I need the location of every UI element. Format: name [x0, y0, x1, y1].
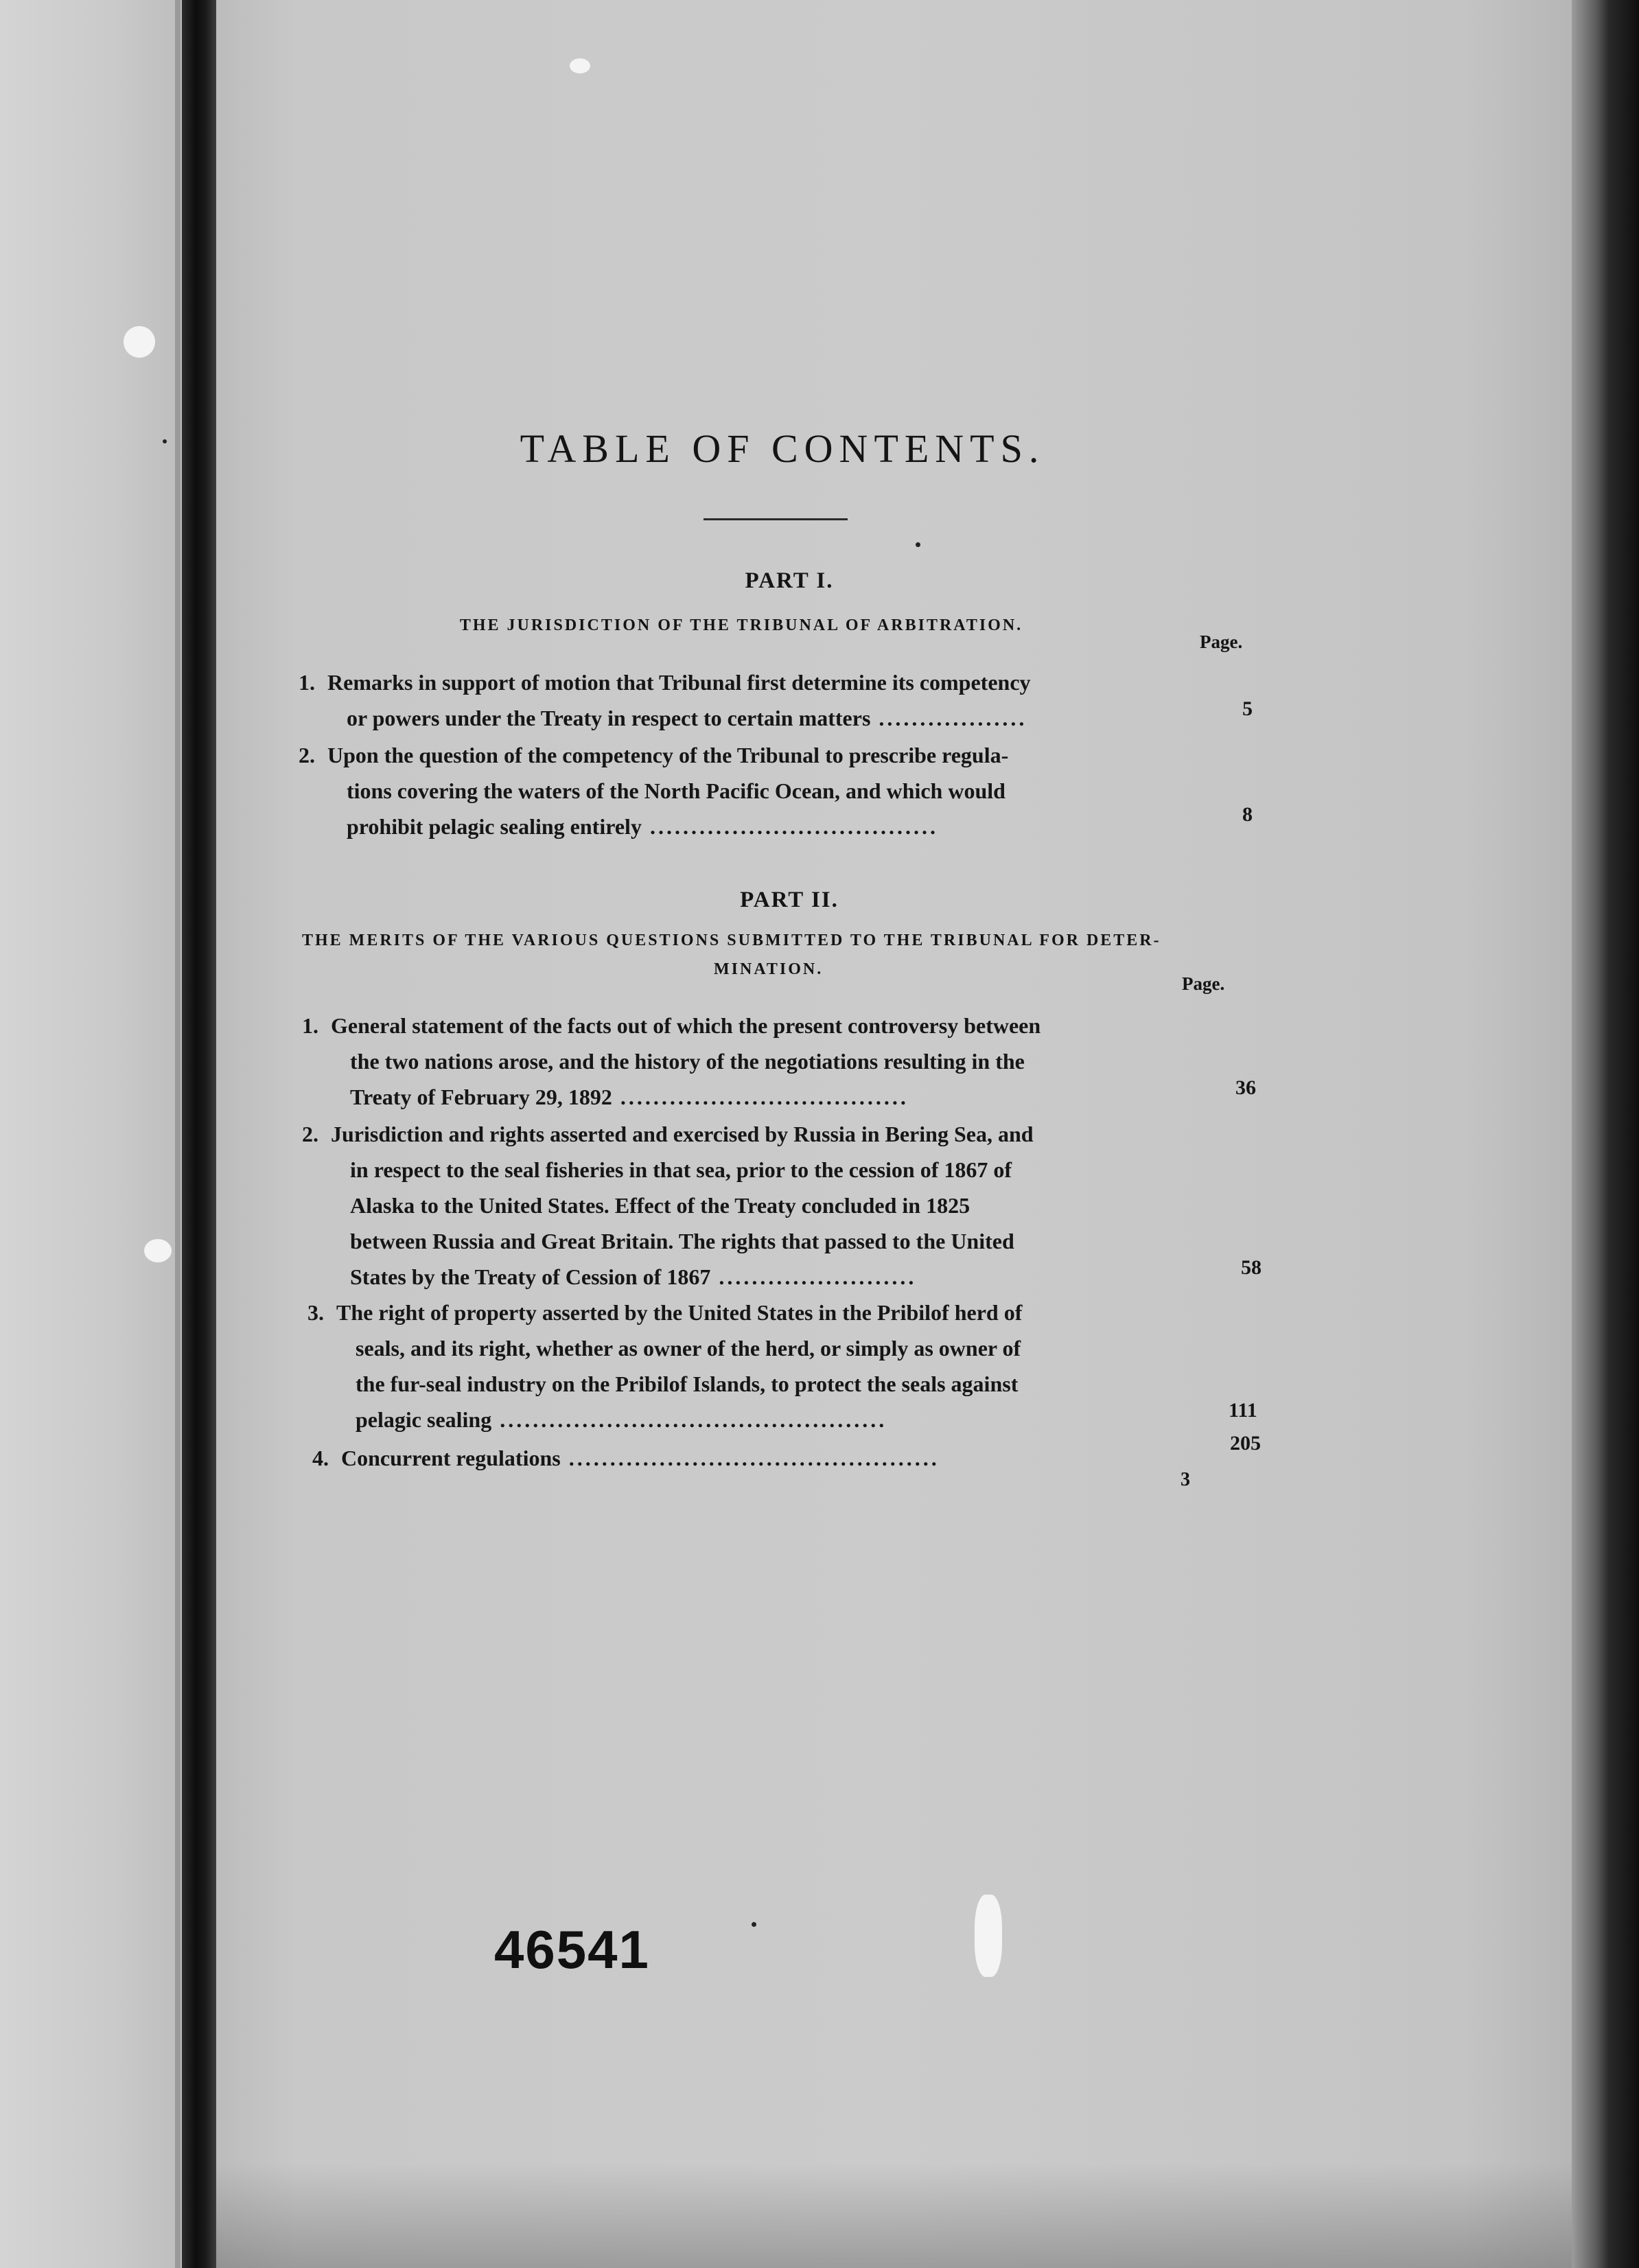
part-2-heading: PART II.: [740, 888, 839, 912]
title-rule: [704, 518, 848, 520]
entry-text-line: Alaska to the United States. Effect of the Treaty concluded in 1825: [350, 1193, 970, 1218]
page-column-label: Page.: [1182, 973, 1225, 994]
entry-text-line: Remarks in support of motion that Tribunal first determine its competency: [327, 670, 1031, 695]
part-2-subheading: THE MERITS OF THE VARIOUS QUESTIONS SUBMITTED TO THE TRIBUNAL FOR DETER-: [302, 931, 1161, 949]
part-1-subheading: THE JURISDICTION OF THE TRIBUNAL OF ARBITRATION.: [459, 616, 1023, 634]
entry-text-line: The right of property asserted by the United States in the Pribilof herd of: [336, 1300, 1023, 1325]
entry-text-line: the fur-seal industry on the Pribilof Islands, to protect the seals against: [356, 1372, 1019, 1396]
page-column-label: Page.: [1200, 632, 1243, 652]
entry-text-line: General statement of the facts out of which the present controversy between: [331, 1013, 1041, 1038]
entry-number: 1.: [302, 1013, 318, 1038]
toc-entry: [302, 1116, 1215, 1295]
toc-entry: [307, 1295, 1220, 1437]
page-number: 3: [1181, 1469, 1190, 1490]
entry-number: 2.: [299, 743, 315, 767]
toc-entry: [299, 664, 1211, 736]
entry-page-number: 36: [1235, 1076, 1256, 1099]
entry-page-number: 5: [1242, 697, 1253, 720]
entry-text-line: between Russia and Great Britain. The rights that passed to the United: [350, 1229, 1014, 1253]
entry-text-line: tions covering the waters of the North Pacific Ocean, and which would: [347, 778, 1006, 803]
entry-text-line: seals, and its right, whether as owner of the herd, or simply as owner of: [356, 1336, 1021, 1361]
entry-text-line: Treaty of February 29, 1892 ...................................: [350, 1085, 909, 1109]
entry-text-line: in respect to the seal fisheries in that sea, prior to the cession of 1867 of: [350, 1157, 1012, 1182]
entry-text-line: pelagic sealing ...............................................: [356, 1407, 887, 1432]
toc-entry: [299, 737, 1211, 844]
page-title: TABLE OF CONTENTS.: [520, 426, 1045, 471]
entry-number: 4.: [312, 1446, 329, 1470]
toc-entry: [302, 1008, 1215, 1115]
entry-text-line: or powers under the Treaty in respect to certain matters ..................: [347, 706, 1027, 730]
entry-text-line: the two nations arose, and the history of the negotiations resulting in the: [350, 1049, 1025, 1074]
entry-text-line: Upon the question of the competency of the Tribunal to prescribe regula-: [327, 743, 1009, 767]
entry-page-number: 111: [1229, 1399, 1257, 1422]
accession-stamp: 46541: [494, 1919, 650, 1980]
part-1-heading: PART I.: [745, 568, 834, 593]
entry-text-line: prohibit pelagic sealing entirely ...................................: [347, 814, 938, 839]
entry-text-line: Concurrent regulations .............................................: [341, 1446, 940, 1470]
entry-page-number: 205: [1230, 1432, 1261, 1455]
entry-text-line: States by the Treaty of Cession of 1867 ........................: [350, 1264, 917, 1289]
part-2-subheading-continuation: MINATION.: [714, 960, 824, 978]
entry-page-number: 58: [1241, 1256, 1262, 1279]
toc-entry: [312, 1440, 1225, 1476]
entry-number: 3.: [307, 1300, 324, 1325]
entry-number: 2.: [302, 1122, 318, 1146]
entry-text-line: Jurisdiction and rights asserted and exercised by Russia in Bering Sea, and: [331, 1122, 1034, 1146]
entry-number: 1.: [299, 670, 315, 695]
entry-page-number: 8: [1242, 803, 1253, 826]
